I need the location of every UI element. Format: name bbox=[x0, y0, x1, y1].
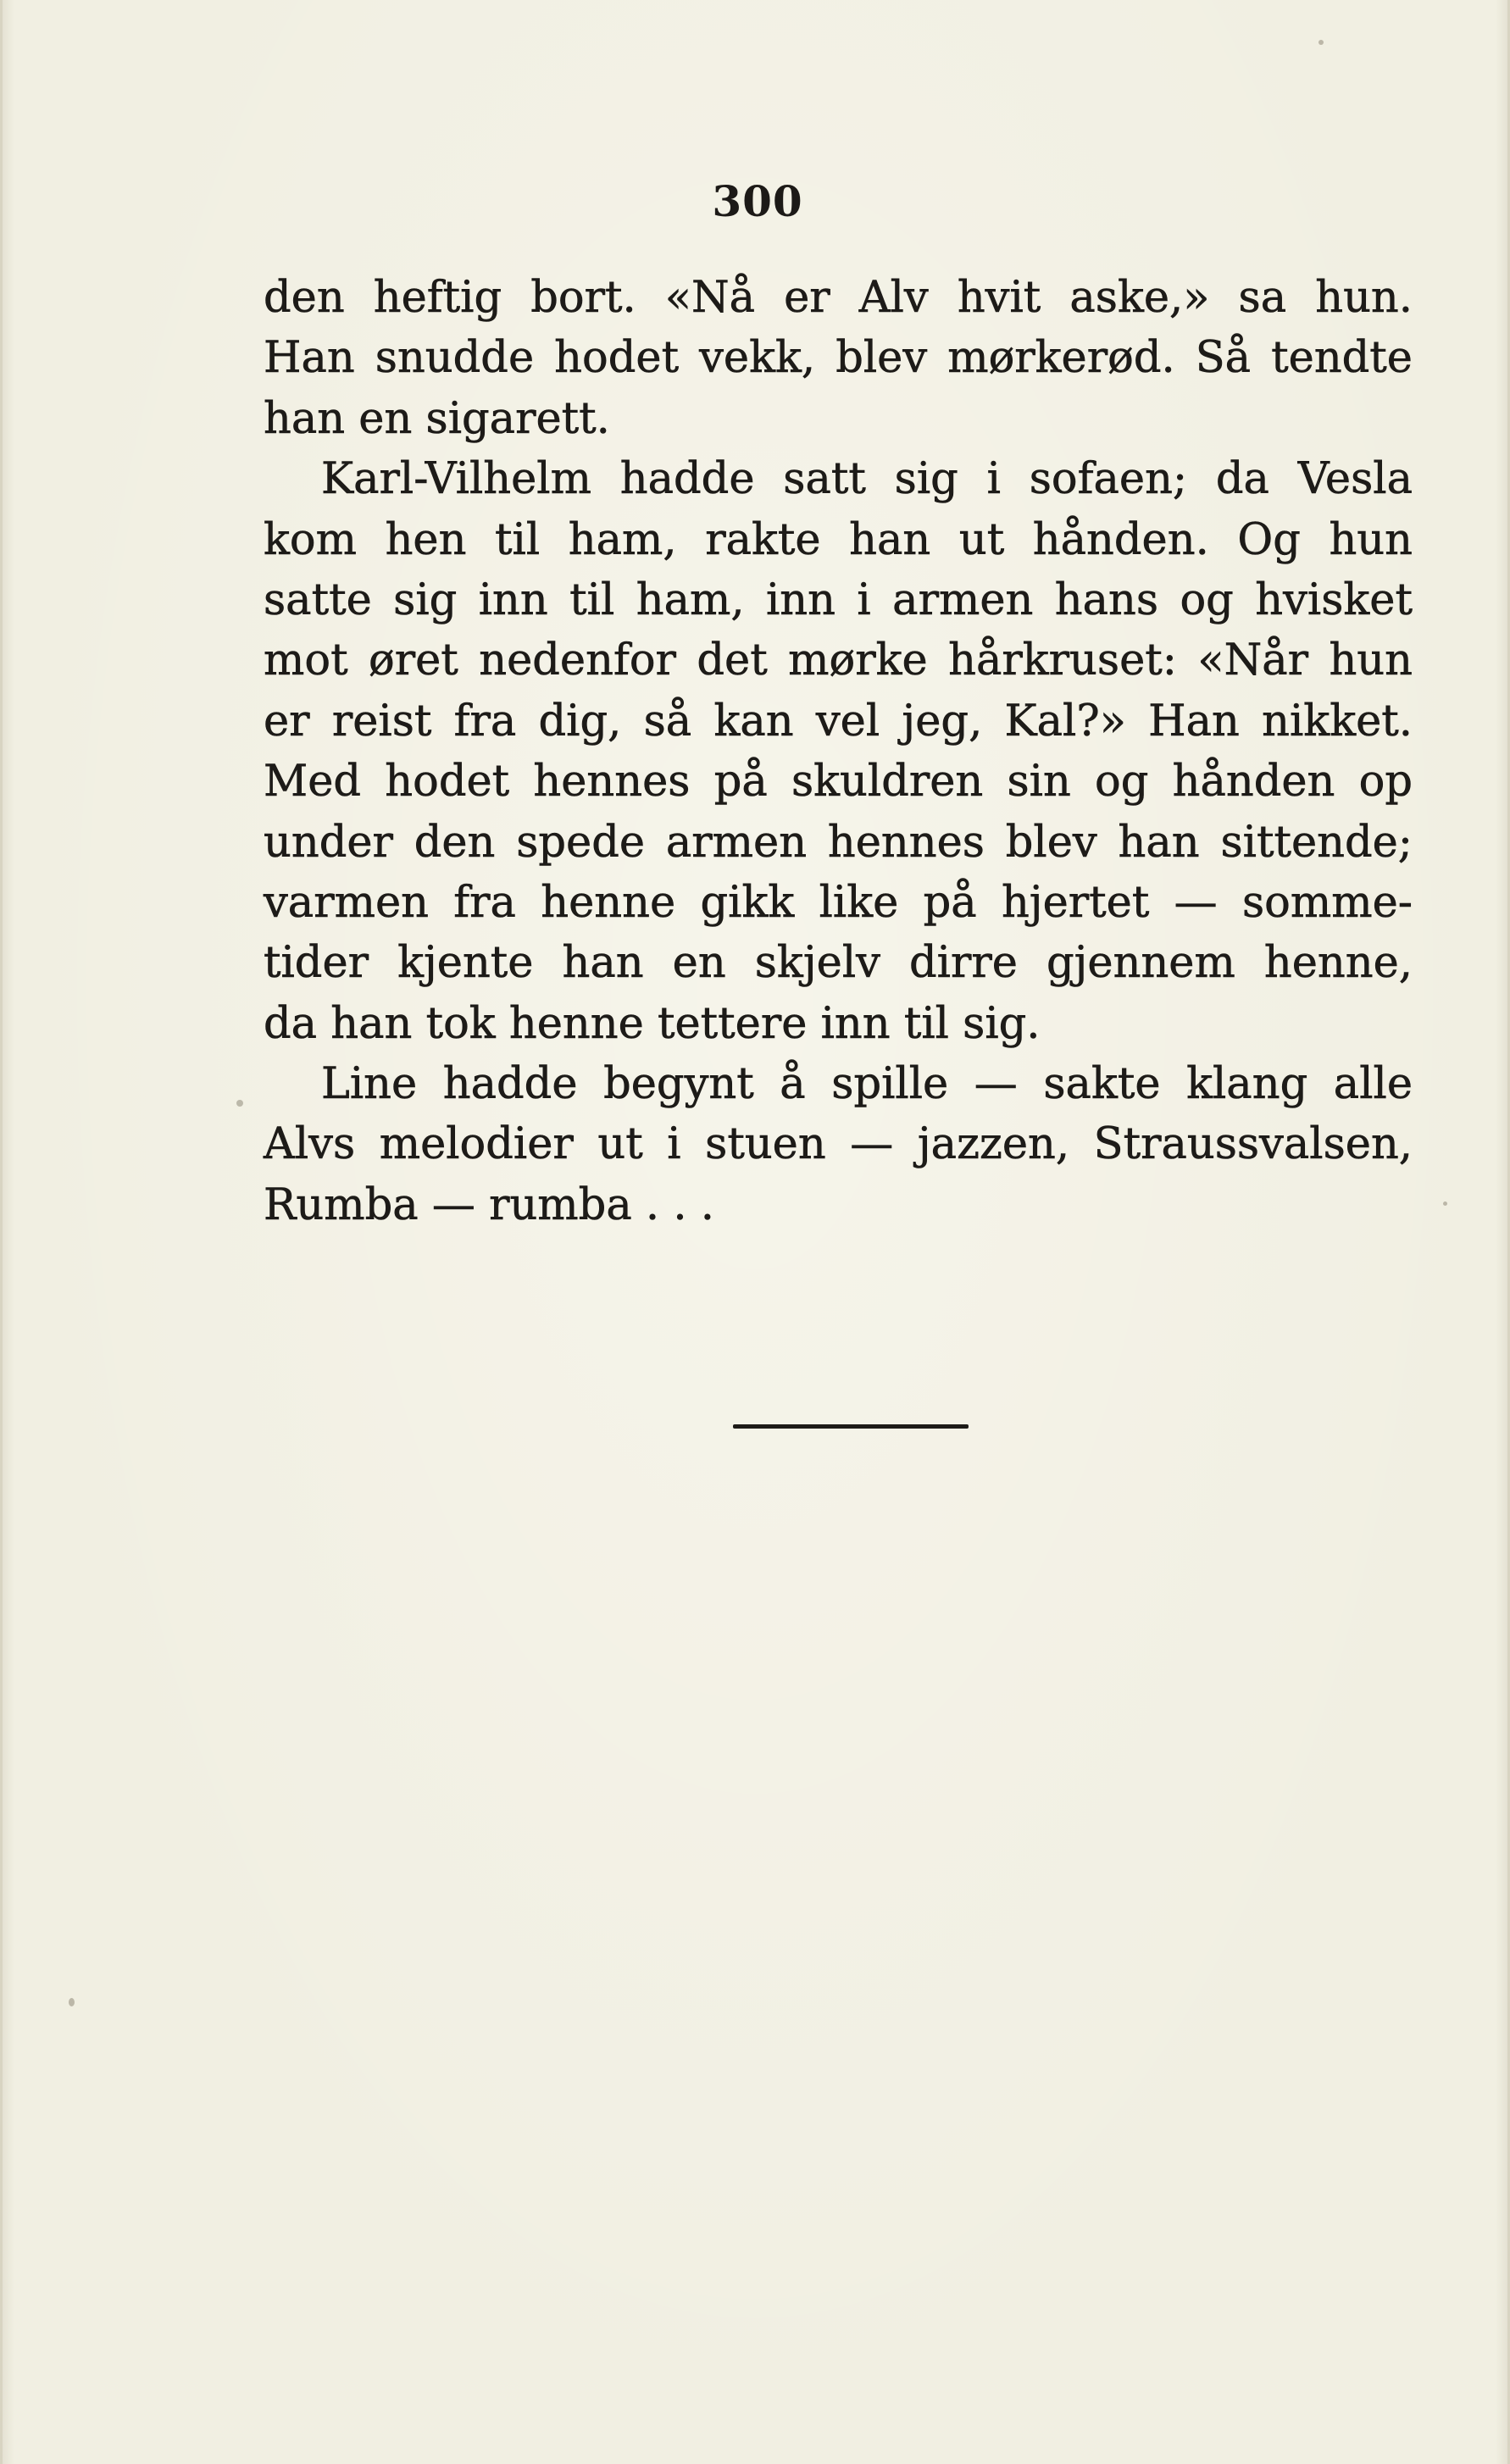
text-line: varmen fra henne gikk like på hjertet — somme- bbox=[264, 877, 1413, 928]
page-number: 300 bbox=[712, 176, 803, 226]
text-line: satte sig inn til ham, inn i armen hans og hvisket bbox=[264, 574, 1413, 625]
paper-speck bbox=[69, 1998, 75, 2006]
text-line: Rumba — rumba . . . bbox=[264, 1179, 714, 1230]
paper-speck bbox=[236, 1100, 243, 1107]
text-line: han en sigarett. bbox=[264, 393, 610, 444]
text-line: Karl-Vilhelm hadde satt sig i sofaen; da Vesla bbox=[321, 454, 1413, 505]
text-line: under den spede armen hennes blev han sittende; bbox=[264, 817, 1413, 868]
paper-speck bbox=[1318, 40, 1324, 45]
body-text bbox=[264, 268, 1413, 1235]
text-line: Line hadde begynt å spille — sakte klang alle bbox=[321, 1059, 1413, 1110]
text-line: Alvs melodier ut i stuen — jazzen, Straussvalsen, bbox=[264, 1119, 1413, 1170]
text-line: er reist fra dig, så kan vel jeg, Kal?» Han nikket. bbox=[264, 696, 1413, 746]
chapter-end-rule bbox=[733, 1424, 969, 1429]
text-line: da han tok henne tettere inn til sig. bbox=[264, 998, 1041, 1049]
text-line: Han snudde hodet vekk, blev mørkerød. Så tendte bbox=[264, 333, 1413, 384]
text-line: kom hen til ham, rakte han ut hånden. Og hun bbox=[264, 514, 1413, 565]
text-line: mot øret nedenfor det mørke hårkruset: «Når hun bbox=[264, 635, 1413, 686]
text-line: den heftig bort. «Nå er Alv hvit aske,» sa hun. bbox=[264, 273, 1413, 323]
text-line: tider kjente han en skjelv dirre gjennem henne, bbox=[264, 938, 1413, 989]
text-line: Med hodet hennes på skuldren sin og hånden op bbox=[264, 757, 1413, 807]
paper-speck bbox=[1443, 1201, 1447, 1206]
